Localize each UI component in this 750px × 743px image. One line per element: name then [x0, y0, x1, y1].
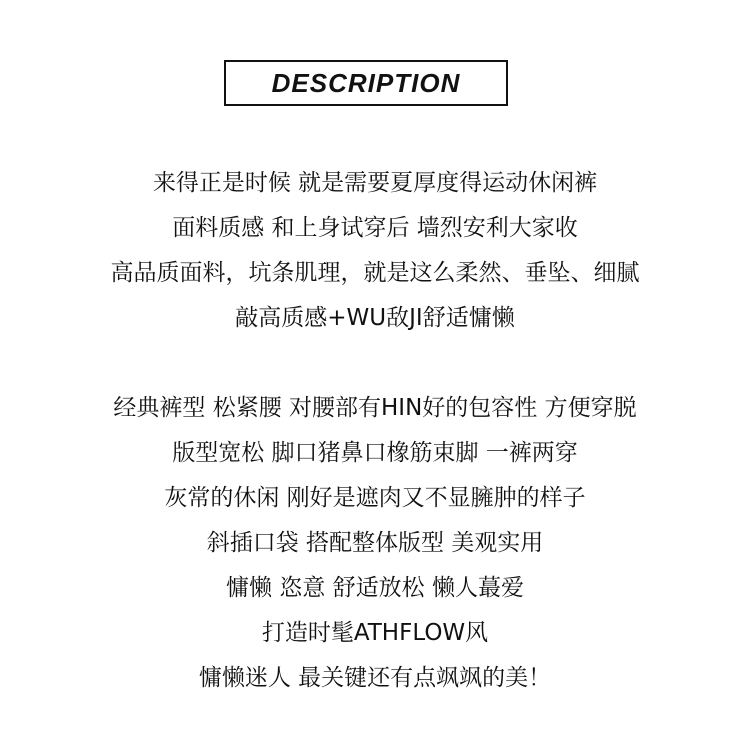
- text-line: 高品质面料，坑条肌理，就是这么柔然、垂坠、细腻: [110, 260, 640, 286]
- title-box: [224, 60, 508, 106]
- text-line: 面料质感 和上身试穿后 墙烈安利大家收: [172, 215, 578, 241]
- text-line: 灰常的休闲 刚好是遮肉又不显臃肿的样子: [164, 485, 586, 511]
- text-line: 经典裤型 松紧腰 对腰部有HIN好的包容性 方便穿脱: [113, 395, 637, 421]
- text-line: 慵懒迷人 最关键还有点飒飒的美！: [198, 665, 552, 691]
- text-line: 斜插口袋 搭配整体版型 美观实用: [206, 530, 544, 556]
- text-line: 敲高质感+WU敌JI舒适慵懒: [235, 305, 515, 331]
- page-title: DESCRIPTION: [271, 68, 461, 98]
- text-line: 打造时髦ATHFLOW风: [261, 620, 489, 646]
- text-line: 来得正是时候 就是需要夏厚度得运动休闲裤: [152, 170, 598, 196]
- text-line: 版型宽松 脚口猪鼻口橡筋束脚 一裤两穿: [172, 440, 578, 466]
- text-line: 慵懒 恣意 舒适放松 懒人蕞爱: [226, 575, 524, 601]
